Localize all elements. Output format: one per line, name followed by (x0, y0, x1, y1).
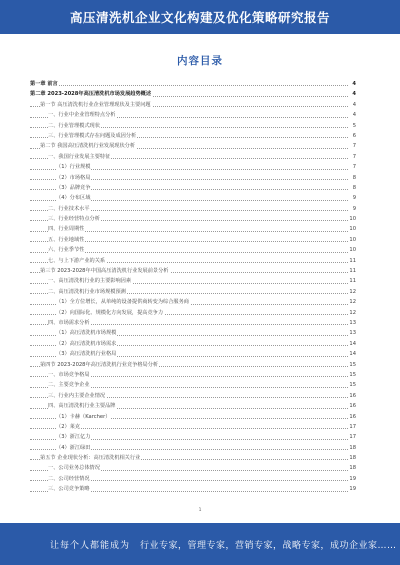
toc-entry[interactable] (30, 443, 356, 453)
toc-entry-label: 第二章 2023-2028年高压清洗机市场发展趋势概述 (30, 91, 152, 98)
toc-entry-page: 10 (348, 245, 356, 255)
toc-entry-label: （1）全方位增长，从单纯的设备提供商转变为综合服务商 (56, 299, 189, 306)
toc-entry-page: 6 (352, 131, 356, 141)
toc-entry-page: 13 (348, 318, 356, 328)
toc-entry-label: 四、市场需求分析 (48, 319, 90, 326)
toc-entry[interactable] (30, 287, 356, 297)
toc-entry-label: 一、市场竞争格局 (48, 371, 90, 378)
toc-entry-page: 14 (348, 339, 356, 349)
toc-entry-page: 11 (348, 276, 356, 286)
toc-entry-label: 二、行业管理模式现状 (48, 122, 100, 129)
toc-entry-label: （1）行业规模 (56, 164, 91, 171)
toc-entry-page: 19 (348, 474, 356, 484)
toc-entry[interactable] (30, 453, 356, 463)
toc-entry[interactable] (30, 276, 356, 286)
toc-entry-page: 12 (348, 297, 356, 307)
toc-entry-page: 15 (348, 370, 356, 380)
toc-entry-page: 17 (348, 422, 356, 432)
toc-entry[interactable] (30, 349, 356, 359)
toc-entry[interactable] (30, 245, 356, 255)
toc-entry-page: 4 (352, 100, 356, 110)
toc-entry[interactable] (30, 474, 356, 484)
toc-entry-page: 11 (348, 256, 356, 266)
toc-entry-page: 17 (348, 432, 356, 442)
toc-entry[interactable] (30, 391, 356, 401)
toc-entry-label: 二、高压清洗机行业市场规模预测 (48, 288, 126, 295)
toc-entry[interactable] (30, 79, 356, 89)
toc-entry-page: 16 (348, 412, 356, 422)
toc-entry-label: （2）莱克 (56, 423, 81, 430)
toc-entry-label: （3）浙江亿力 (56, 434, 91, 441)
toc-entry-page: 12 (348, 287, 356, 297)
toc-entry[interactable] (30, 328, 356, 338)
report-title: 高压清洗机企业文化构建及优化策略研究报告 (69, 10, 330, 25)
toc-entry-label: 二、主要竞争企业 (48, 382, 90, 389)
toc-entry[interactable] (30, 432, 356, 442)
toc-entry-label: 二、公司经营情况 (48, 475, 90, 482)
toc-entry-label: 四、高压清洗机行业主要品牌 (48, 403, 116, 410)
toc-entry-label: （2）高压清洗机市场需求 (56, 340, 117, 347)
toc-entry-label: （1）卡赫（Karcher） (56, 413, 111, 420)
toc-entry[interactable] (30, 162, 356, 172)
toc-heading: 内容目录 (177, 55, 223, 67)
toc-entry-page: 10 (348, 224, 356, 234)
toc-entry-label: （3）品牌竞争 (56, 184, 91, 191)
toc-entry[interactable] (30, 89, 356, 99)
toc-entry-label: （1）高压清洗机市场规模 (56, 330, 117, 337)
toc-entry-page: 18 (348, 463, 356, 473)
toc-entry-label: （4）分布区域 (56, 195, 91, 202)
toc-entry-label: 二、行业技术水平 (48, 205, 90, 212)
toc-entry-page: 15 (348, 360, 356, 370)
toc-entry-label: 第三节 2023-2028年中国高压清洗机行业发展前景分析 (40, 268, 169, 275)
toc-entry-label: 三、行业经营特点分析 (48, 216, 100, 223)
toc-entry[interactable] (30, 360, 356, 370)
toc-entry-page: 16 (348, 401, 356, 411)
toc-entry-page: 16 (348, 391, 356, 401)
toc-entry-page: 9 (352, 193, 356, 203)
toc-entry-label: 三、行业管理模式存在问题及成因分析 (48, 132, 137, 139)
toc-entry-page: 7 (352, 141, 356, 151)
toc-entry-label: 一、我国行业发展主要特征 (48, 153, 111, 160)
toc-entry-label: 第一节 高压清洗机行业企业管理现状及主要问题 (40, 101, 151, 108)
toc-entry-label: 第二节 我国高压清洗机行业发展现状分析 (40, 143, 136, 150)
toc-entry[interactable] (30, 131, 356, 141)
report-header (0, 0, 400, 34)
toc-entry[interactable] (30, 214, 356, 224)
toc-entry[interactable] (30, 308, 356, 318)
toc-entry-label: 六、行业季节性 (48, 247, 85, 254)
toc-entry-page: 10 (348, 235, 356, 245)
table-of-contents (30, 79, 356, 495)
toc-entry-page: 4 (351, 89, 356, 99)
toc-entry-label: （4）浙江绿田 (56, 444, 91, 451)
footer-banner (0, 523, 400, 565)
toc-entry[interactable] (30, 121, 356, 131)
toc-entry-page: 14 (348, 349, 356, 359)
toc-entry[interactable] (30, 412, 356, 422)
toc-entry-page: 19 (348, 484, 356, 494)
toc-entry-page: 7 (352, 152, 356, 162)
toc-entry[interactable] (30, 339, 356, 349)
toc-entry[interactable] (30, 256, 356, 266)
toc-entry-page: 4 (351, 79, 356, 89)
toc-entry-page: 18 (348, 453, 356, 463)
toc-entry-page: 11 (348, 266, 356, 276)
toc-entry-page: 9 (352, 204, 356, 214)
toc-entry-page: 18 (348, 443, 356, 453)
toc-entry-label: 第五节 企业现状分析：高压清洗机相关行业 (40, 455, 141, 462)
toc-entry-page: 4 (352, 110, 356, 120)
toc-entry[interactable] (30, 110, 356, 120)
toc-entry-label: 三、公司竞争策略 (48, 486, 90, 493)
toc-entry-label: 第一章 前言 (30, 81, 58, 87)
toc-entry[interactable] (30, 183, 356, 193)
toc-entry-page: 15 (348, 380, 356, 390)
toc-entry[interactable] (30, 204, 356, 214)
toc-entry[interactable] (30, 484, 356, 494)
toc-entry-label: 一、行业中企业管理特点分析 (48, 112, 116, 119)
toc-leader-dots (30, 85, 348, 86)
toc-entry-label: 一、高压清洗机行业的主要影响因素 (48, 278, 132, 285)
toc-entry-page: 12 (348, 308, 356, 318)
toc-entry-page: 8 (352, 173, 356, 183)
toc-entry[interactable] (30, 141, 356, 151)
toc-entry-label: 四、行业周期性 (48, 226, 85, 233)
toc-entry-label: 五、行业地域性 (48, 236, 85, 243)
toc-entry[interactable] (30, 401, 356, 411)
toc-entry-label: （2）向国际化、规模化方向发展，提高竞争力 (56, 309, 164, 316)
toc-entry-page: 13 (348, 328, 356, 338)
toc-entry[interactable] (30, 370, 356, 380)
toc-entry-label: 一、公司业务总体情况 (48, 465, 100, 472)
toc-entry[interactable] (30, 100, 356, 110)
toc-entry[interactable] (30, 380, 356, 390)
toc-entry-label: （3）高压清洗机行业格局 (56, 351, 117, 358)
toc-entry[interactable] (30, 463, 356, 473)
footer-slogan: 让每个人都能成为 (50, 541, 131, 551)
toc-entry-page: 7 (352, 162, 356, 172)
toc-entry[interactable] (30, 224, 356, 234)
toc-entry[interactable] (30, 152, 356, 162)
toc-entry[interactable] (30, 173, 356, 183)
toc-entry-label: 三、行业内主要企业情况 (48, 392, 106, 399)
toc-entry[interactable] (30, 318, 356, 328)
toc-entry[interactable] (30, 266, 356, 276)
page-number: 1 (198, 508, 202, 513)
footer-tagline: 行业专家，管理专家，营销专家，战略专家，成功企业家…… (140, 541, 397, 551)
toc-entry-page: 8 (352, 183, 356, 193)
toc-entry[interactable] (30, 193, 356, 203)
toc-entry-label: （2）市场格局 (56, 174, 91, 181)
toc-entry[interactable] (30, 422, 356, 432)
toc-entry-page: 10 (348, 214, 356, 224)
toc-entry[interactable] (30, 297, 356, 307)
toc-entry[interactable] (30, 235, 356, 245)
toc-entry-page: 5 (352, 121, 356, 131)
toc-entry-label: 第四节 2023-2028年高压清洗机行业竞争格局分析 (40, 361, 159, 368)
toc-entry-label: 七、与上下游产业的关系 (48, 257, 106, 264)
